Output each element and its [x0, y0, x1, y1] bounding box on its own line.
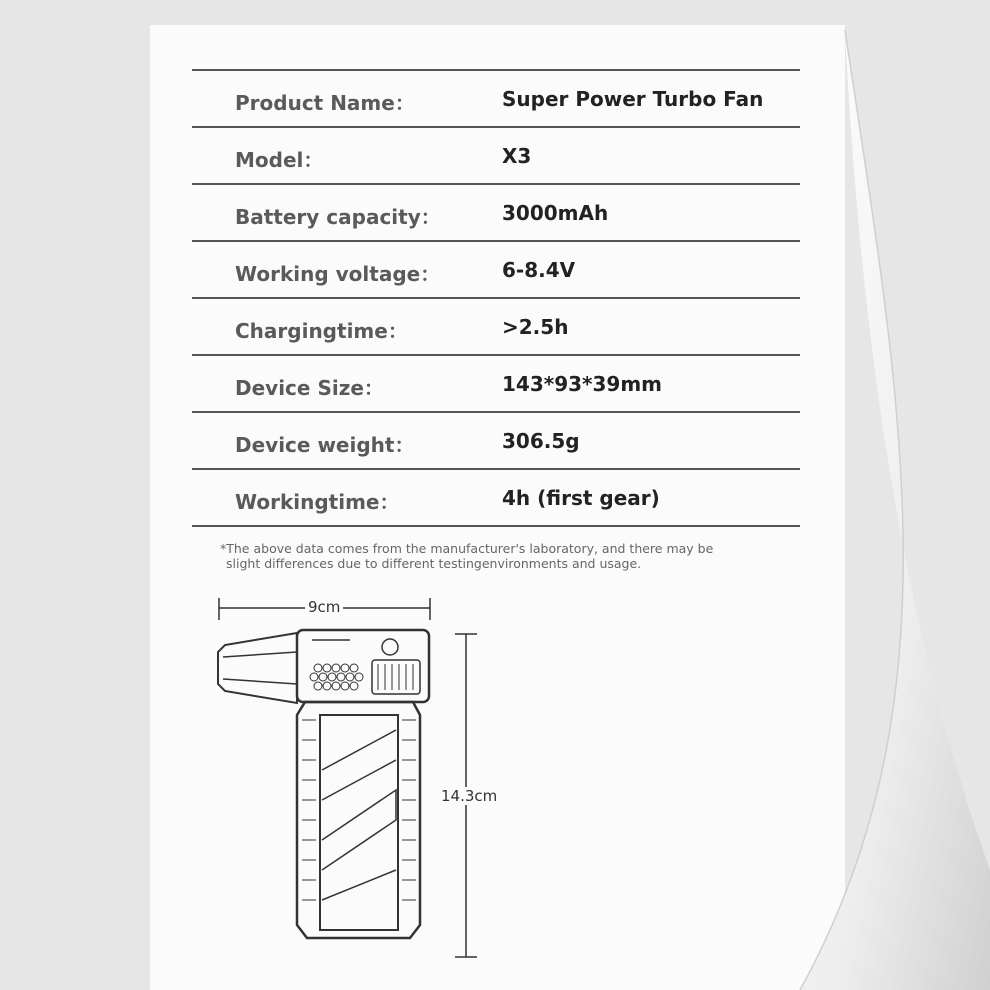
- spec-label: Battery capacity：: [235, 205, 441, 229]
- spec-label: Device weight：: [235, 433, 415, 457]
- spec-value: 306.5g: [502, 429, 580, 453]
- spec-value: 143*93*39mm: [502, 372, 663, 396]
- spec-value: 4h (first gear): [502, 486, 660, 510]
- spec-label: Workingtime：: [235, 490, 400, 514]
- spec-value: >2.5h: [502, 315, 569, 339]
- note-line: *The above data comes from the manufacturer's laboratory, and there may be: [220, 541, 714, 556]
- width-dimension-label: 9cm: [305, 598, 343, 616]
- spec-label: Chargingtime：: [235, 319, 408, 343]
- spec-label: Model：: [235, 148, 324, 172]
- height-dimension-label: 14.3cm: [438, 787, 500, 805]
- spec-value: Super Power Turbo Fan: [502, 87, 764, 111]
- spec-value: 3000mAh: [502, 201, 609, 225]
- spec-value: 6-8.4V: [502, 258, 576, 282]
- spec-label: Working voltage：: [235, 262, 441, 286]
- spec-label: Device Size：: [235, 376, 384, 400]
- note-line: slight differences due to different testingenvironments and usage.: [226, 556, 642, 571]
- spec-label: Product Name：: [235, 91, 415, 115]
- spec-value: X3: [502, 144, 532, 168]
